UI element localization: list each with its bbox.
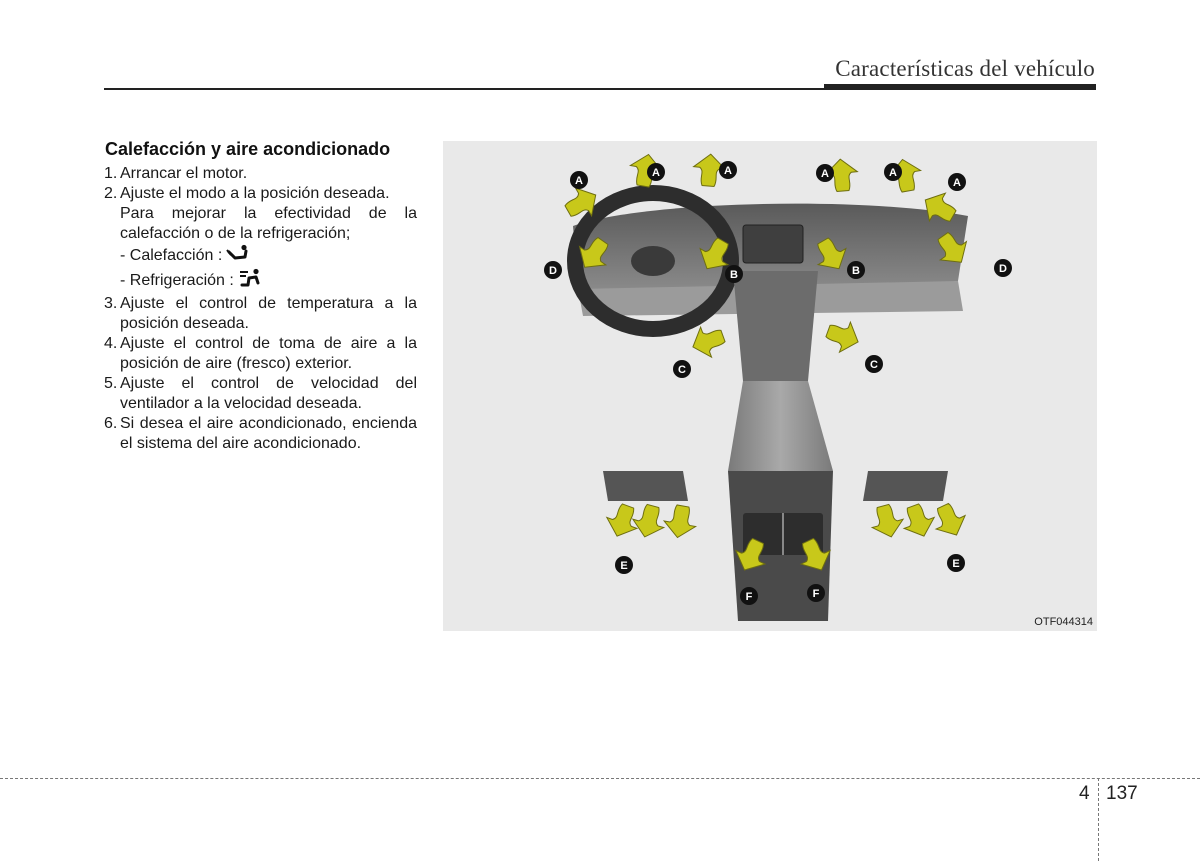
center-stack <box>733 271 818 381</box>
label-a-5 <box>884 163 902 181</box>
face-vent-mode-icon <box>238 268 262 294</box>
label-b-2 <box>847 261 865 279</box>
label-f-2 <box>807 584 825 602</box>
svg-text:D: D <box>549 265 557 277</box>
figure-code: OTF044314 <box>1034 616 1093 628</box>
heating-mode-line: - Calefacción : <box>104 244 417 268</box>
label-a-2 <box>647 163 665 181</box>
chapter-number: 4 <box>1079 783 1090 804</box>
label-e-1 <box>615 556 633 574</box>
arrow-e-3 <box>662 503 699 540</box>
label-a-1 <box>570 171 588 189</box>
label-e-2 <box>947 554 965 572</box>
label-a-3 <box>719 161 737 179</box>
arrow-c-2 <box>823 316 864 357</box>
step-6: 6. Si desea el aire acondicionado, encienda el sistema del aire acondicionado. <box>104 415 417 452</box>
arrow-e-5 <box>898 501 939 542</box>
page-header-title: Características del vehículo <box>835 56 1095 81</box>
footer-divider <box>0 778 1200 779</box>
label-c-1 <box>673 360 691 378</box>
svg-text:D: D <box>999 263 1007 275</box>
instruction-list <box>104 164 417 454</box>
svg-text:B: B <box>852 265 860 277</box>
step-2: 2. Ajuste el modo a la posición deseada. <box>104 185 390 202</box>
step-2-note: Para mejorar la efectividad de la calefacción o de la refrigeración; <box>120 205 417 242</box>
svg-text:C: C <box>870 359 878 371</box>
svg-text:A: A <box>821 168 829 180</box>
label-f-1 <box>740 587 758 605</box>
floor-heat-mode-icon <box>226 244 250 268</box>
svg-text:A: A <box>724 165 732 177</box>
svg-text:A: A <box>889 167 897 179</box>
arrow-e-2 <box>629 502 668 541</box>
label-a-6 <box>948 173 966 191</box>
step-5: 5. Ajuste el control de velocidad del ventilador a la velocidad deseada. <box>104 375 417 412</box>
svg-text:F: F <box>745 591 753 603</box>
svg-text:B: B <box>730 269 738 281</box>
steering-hub <box>631 246 675 276</box>
svg-text:E: E <box>620 560 628 572</box>
label-c-2 <box>865 355 883 373</box>
cooling-mode-line: - Refrigeración : <box>104 268 417 294</box>
right-floor-duct <box>863 471 948 501</box>
svg-text:A: A <box>652 167 660 179</box>
step-4: 4. Ajuste el control de toma de aire a la posición de aire (fresco) exterior. <box>104 335 417 372</box>
center-screen <box>743 225 803 263</box>
svg-text:E: E <box>952 558 960 570</box>
dashboard-illustration <box>443 141 1097 631</box>
step-3: 3. Ajuste el control de temperatura a la posición deseada. <box>104 295 417 332</box>
page-number: 137 <box>1106 783 1138 804</box>
label-d-1 <box>544 261 562 279</box>
left-floor-duct <box>603 471 688 501</box>
section-heading: Calefacción y aire acondicionado <box>105 139 391 159</box>
svg-text:A: A <box>575 175 583 187</box>
footer-vertical-divider <box>1098 778 1099 861</box>
svg-text:F: F <box>812 588 820 600</box>
step-1: 1. Arrancar el motor. <box>104 165 248 182</box>
center-console <box>728 381 833 471</box>
airflow-diagram <box>443 141 1097 631</box>
svg-text:A: A <box>953 177 961 189</box>
label-d-2 <box>994 259 1012 277</box>
label-a-4 <box>816 164 834 182</box>
label-b-1 <box>725 265 743 283</box>
header-divider-accent <box>824 84 1096 90</box>
svg-text:C: C <box>678 364 686 376</box>
arrow-e-4 <box>868 502 907 541</box>
arrow-e-6 <box>928 499 971 542</box>
